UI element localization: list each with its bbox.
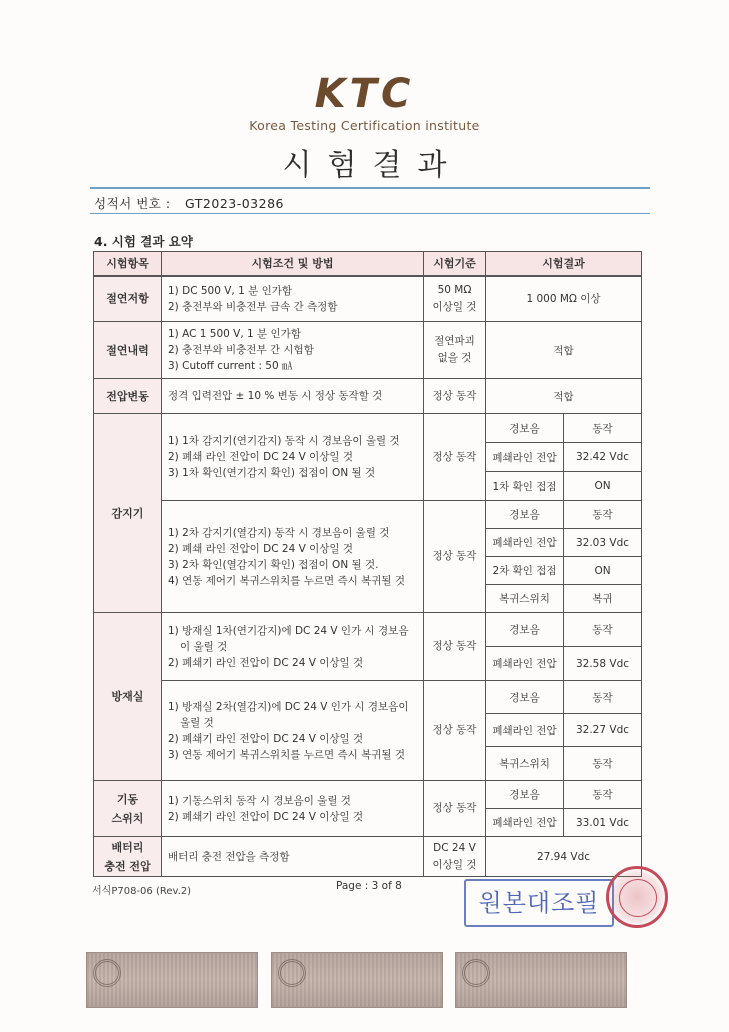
sub-value: 복귀: [564, 585, 642, 613]
item-detector: 감지기: [94, 414, 162, 613]
standard-line: 50 MΩ: [437, 283, 472, 296]
standard-battery-voltage: [424, 837, 486, 877]
report-number-label: 성적서 번호 :: [94, 196, 171, 211]
standard-line: 절연파괴: [434, 335, 475, 347]
standard-smoke-control-2: 정상 동작: [424, 681, 486, 781]
item-dielectric-strength: 절연내력: [94, 322, 162, 379]
condition-line: 1) DC 500 V, 1 분 인가함: [168, 284, 293, 297]
result-dielectric-strength: 적합: [486, 322, 642, 379]
logo-text: KTC: [314, 71, 415, 117]
sub-item: 경보음: [486, 681, 564, 714]
item-battery-voltage: [94, 837, 162, 877]
condition-line: 1) 방재실 2차(열감지)에 DC 24 V 인가 시 경보음이 울릴 것: [168, 700, 409, 729]
header-divider: [90, 187, 650, 189]
header-standard: 시험기준: [424, 252, 486, 276]
sub-value: 32.42 Vdc: [564, 443, 642, 472]
test-results-table: [93, 251, 642, 877]
condition-line: 3) 1차 확인(연기감지 확인) 접점이 ON 될 것: [168, 467, 376, 479]
condition-line: 1) 2차 감지기(열감지) 동작 시 경보음이 울릴 것: [168, 526, 390, 539]
condition-line: 2) 폐쇄 라인 전압이 DC 24 V 이상일 것: [168, 542, 354, 555]
condition-line: 2) 폐쇄기 라인 전압이 DC 24 V 이상일 것: [168, 656, 364, 669]
official-seal-icon: [606, 866, 668, 928]
sub-item: 경보음: [486, 414, 564, 443]
conditions-detector-1: [162, 414, 424, 501]
standard-line: 없을 것: [437, 352, 472, 364]
conditions-voltage-fluctuation: [162, 379, 424, 414]
table-row: [94, 837, 642, 877]
condition-line: 1) 방재실 1차(연기감지)에 DC 24 V 인가 시 경보음이 울릴 것: [168, 624, 409, 653]
sub-value: ON: [564, 557, 642, 585]
form-number: 서식P708-06 (Rev.2): [92, 886, 192, 897]
item-line: 충전 전압: [104, 859, 151, 873]
header-conditions: 시험조건 및 방법: [162, 252, 424, 276]
item-voltage-fluctuation: 전압변동: [94, 379, 162, 414]
item-smoke-control: 방재실: [94, 613, 162, 781]
result-voltage-fluctuation: 적합: [486, 379, 642, 414]
sub-value: 33.01 Vdc: [564, 809, 642, 837]
condition-line: 2) 폐쇄기 라인 전압이 DC 24 V 이상일 것: [168, 810, 364, 823]
sub-item: 복귀스위치: [486, 585, 564, 613]
table-row: [94, 322, 642, 379]
sub-value: 32.58 Vdc: [564, 647, 642, 681]
condition-line: 2) 충전부와 비충전부 간 시험함: [168, 344, 314, 356]
sub-value: 32.03 Vdc: [564, 529, 642, 557]
standard-line: DC 24 V: [433, 841, 476, 854]
table-row: [94, 781, 642, 809]
sub-item: 경보음: [486, 781, 564, 809]
conditions-battery-voltage: [162, 837, 424, 877]
sub-item: 2차 확인 접점: [486, 557, 564, 585]
condition-line: 3) 2차 확인(열감지기 확인) 접점이 ON 될 것.: [168, 558, 379, 571]
conditions-start-switch: [162, 781, 424, 837]
sub-value: 32.27 Vdc: [564, 714, 642, 747]
result-insulation-resistance: 1 000 MΩ 이상: [486, 276, 642, 322]
table-row: [94, 501, 642, 529]
sub-value: 동작: [564, 613, 642, 647]
condition-line: 3) 연동 제어기 복귀스위치를 누르면 즉시 복귀될 것: [168, 748, 405, 761]
page-number: Page : 3 of 8: [336, 880, 402, 892]
report-number: [94, 194, 284, 212]
report-number-divider: [90, 213, 650, 214]
sub-value: 동작: [564, 781, 642, 809]
sub-value: ON: [564, 472, 642, 501]
standard-insulation-resistance: [424, 276, 486, 322]
sub-value: 동작: [564, 747, 642, 781]
table-header-row: [94, 252, 642, 276]
result-battery-voltage: 27.94 Vdc: [486, 837, 642, 877]
condition-line: 1) 기동스위치 동작 시 경보음이 울릴 것: [168, 794, 351, 807]
header-result: 시험결과: [486, 252, 642, 276]
standard-smoke-control-1: 정상 동작: [424, 613, 486, 681]
item-line: 기동: [116, 792, 139, 806]
conditions-detector-2: [162, 501, 424, 613]
table-row: [94, 414, 642, 443]
sub-item: 폐쇄라인 전압: [486, 529, 564, 557]
condition-line: 2) 폐쇄 라인 전압이 DC 24 V 이상일 것: [168, 451, 354, 463]
condition-line: 2) 충전부와 비충전부 금속 간 측정함: [168, 300, 338, 313]
table-row: [94, 276, 642, 322]
condition-line: 3) Cutoff current : 50 ㎃: [168, 360, 293, 372]
sub-item: 경보음: [486, 613, 564, 647]
item-line: 스위치: [111, 811, 144, 825]
sub-item: 폐쇄라인 전압: [486, 443, 564, 472]
condition-line: 1) 1차 감지기(연기감지) 동작 시 경보음이 울릴 것: [168, 435, 400, 447]
standard-voltage-fluctuation: 정상 동작: [424, 379, 486, 414]
header-test-item: 시험항목: [94, 252, 162, 276]
sub-value: 동작: [564, 681, 642, 714]
item-line: 배터리: [111, 840, 144, 854]
conditions-smoke-control-1: [162, 613, 424, 681]
sub-item: 경보음: [486, 501, 564, 529]
institute-name: Korea Testing Certification institute: [249, 118, 480, 133]
item-start-switch: [94, 781, 162, 837]
condition-line: 배터리 충전 전압을 측정함: [168, 850, 290, 863]
page-title: 시험결과: [282, 148, 463, 183]
condition-line: 정격 입력전압 ± 10 % 변동 시 정상 동작할 것: [168, 390, 383, 402]
security-hologram: [455, 952, 627, 1008]
institute-logo: [0, 72, 729, 133]
table-row: [94, 379, 642, 414]
sub-item: 폐쇄라인 전압: [486, 647, 564, 681]
security-hologram: [86, 952, 258, 1008]
sub-value: 동작: [564, 414, 642, 443]
condition-line: 2) 폐쇄기 라인 전압이 DC 24 V 이상일 것: [168, 732, 364, 745]
original-copy-stamp: 원본대조필: [464, 879, 614, 927]
standard-detector-1: 정상 동작: [424, 414, 486, 501]
section-title: 4. 시험 결과 요약: [94, 234, 193, 249]
standard-line: 이상일 것: [432, 300, 477, 313]
sub-item: 폐쇄라인 전압: [486, 809, 564, 837]
conditions-smoke-control-2: [162, 681, 424, 781]
condition-line: 1) AC 1 500 V, 1 분 인가함: [168, 328, 301, 340]
sub-item: 폐쇄라인 전압: [486, 714, 564, 747]
condition-line: 4) 연동 제어기 복귀스위치를 누르면 즉시 복귀될 것: [168, 574, 405, 587]
table-row: [94, 613, 642, 647]
conditions-insulation-resistance: [162, 276, 424, 322]
security-hologram: [271, 952, 443, 1008]
standard-start-switch: 정상 동작: [424, 781, 486, 837]
sub-item: 1차 확인 접점: [486, 472, 564, 501]
standard-dielectric-strength: [424, 322, 486, 379]
standard-detector-2: 정상 동작: [424, 501, 486, 613]
standard-line: 이상일 것: [432, 858, 477, 871]
sub-value: 동작: [564, 501, 642, 529]
item-insulation-resistance: 절연저항: [94, 276, 162, 322]
sub-item: 복귀스위치: [486, 747, 564, 781]
conditions-dielectric-strength: [162, 322, 424, 379]
table-row: [94, 681, 642, 714]
report-number-value: GT2023-03286: [185, 196, 284, 211]
